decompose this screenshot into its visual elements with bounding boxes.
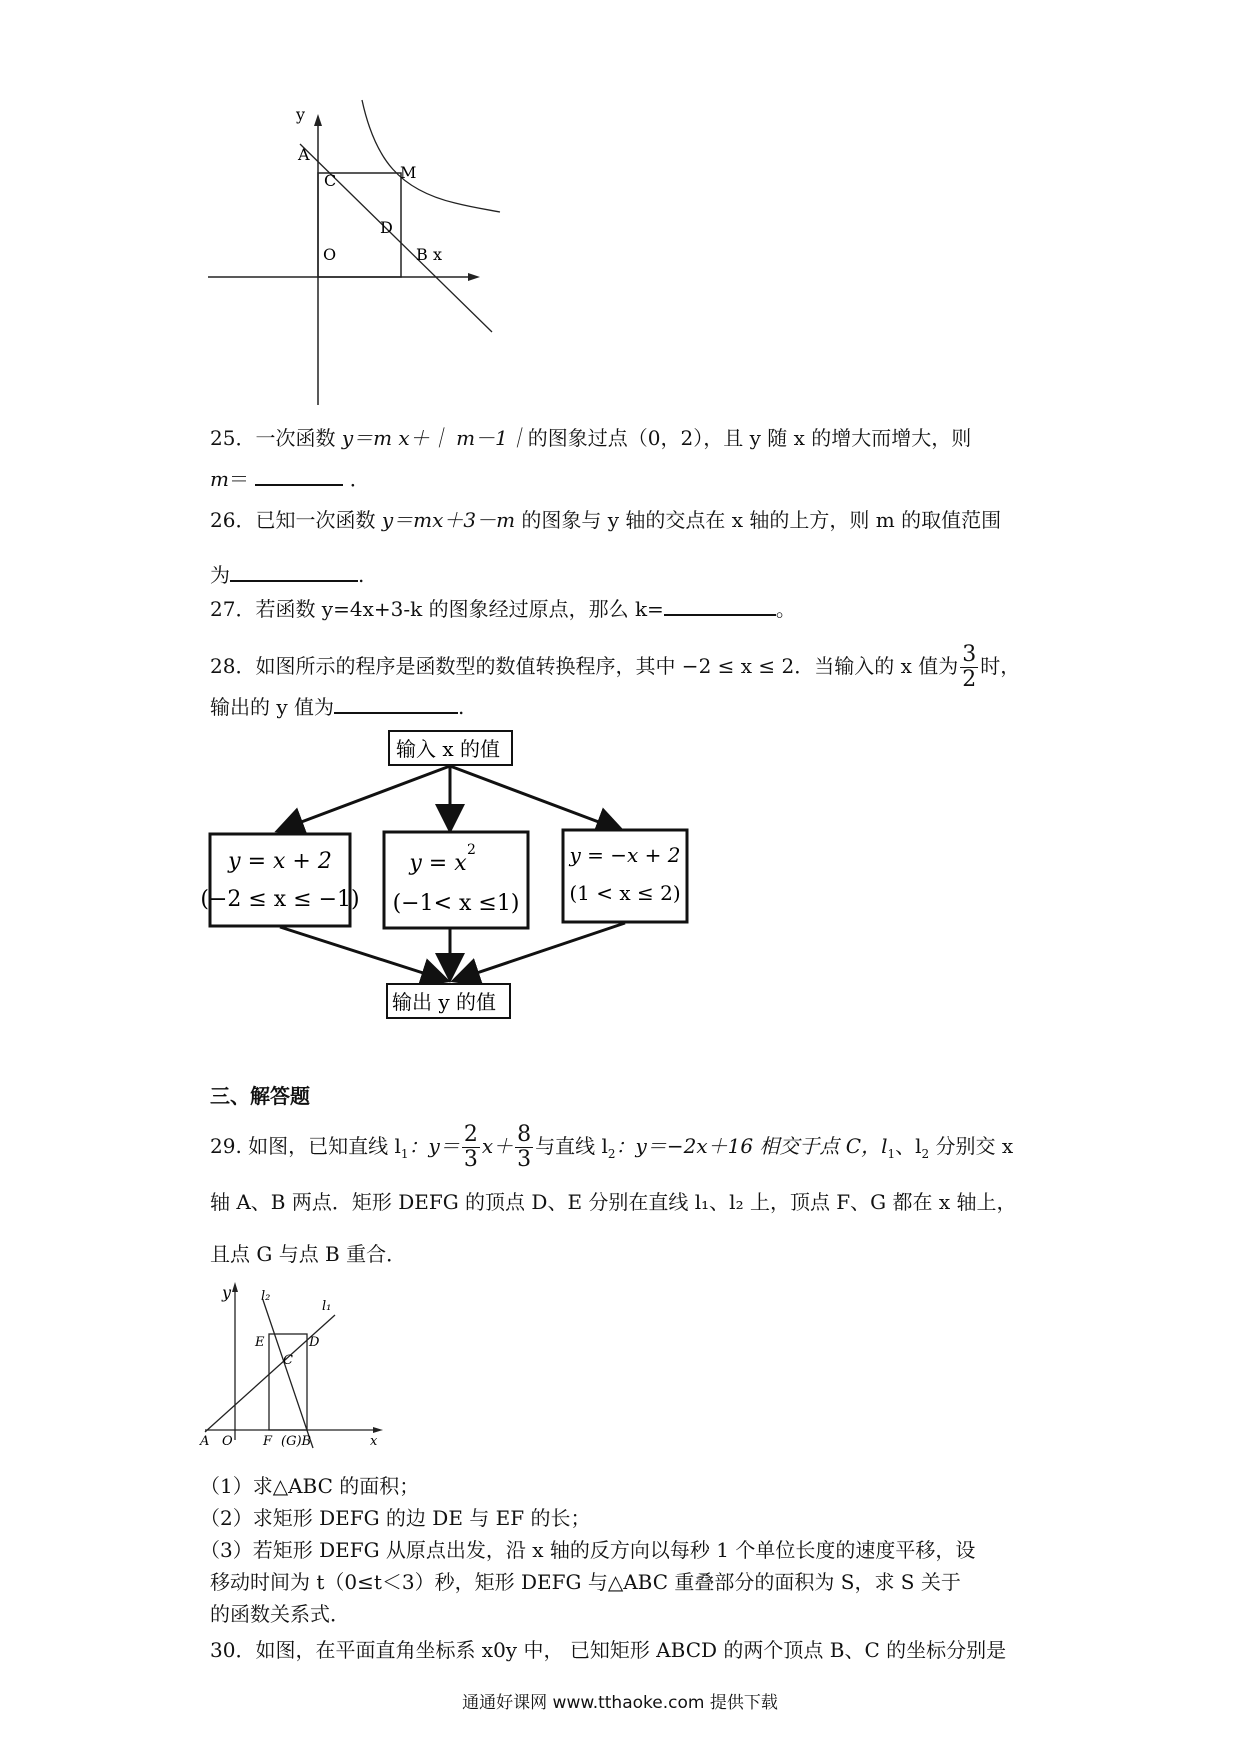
q29-sub-question-3-line3: 的函数关系式． — [210, 1602, 350, 1626]
q29-f1-num: 2 — [463, 1122, 478, 1147]
q28-line2: 输出的 y 值为 — [210, 695, 335, 719]
question-28-line2 — [210, 690, 464, 721]
question-30: 30．如图，在平面直角坐标系 x0y 中， 已知矩形 ABCD 的两个顶点 B、C 的坐标分别是 — [210, 1638, 1007, 1662]
q29-sub-question-2: （2）求矩形 DEFG 的边 DE 与 EF 的长； — [200, 1506, 591, 1530]
flow-output-label: 输出 y 的值 — [392, 990, 497, 1014]
q29-f2-num: 8 — [517, 1122, 532, 1147]
fig29-label-GB: (G)B — [281, 1434, 312, 1449]
q25-text-b: 的图象过点（0，2），且 y 随 x 的增大而增大，则 — [527, 426, 972, 450]
q25-answer-blank[interactable] — [255, 462, 343, 486]
fig29-label-l2: l₂ — [261, 1289, 271, 1304]
q25-var: m — [210, 467, 229, 491]
label-D: D — [380, 218, 393, 237]
q26-end: . — [358, 563, 365, 587]
q29-f2-den: 3 — [517, 1147, 532, 1172]
question-29 — [210, 1116, 1013, 1184]
flow-box3-cond: (1 < x ≤ 2) — [569, 881, 681, 905]
q28-fraction — [960, 643, 978, 692]
q29-text-f: 、l — [895, 1134, 922, 1158]
q26-equation: y＝mx＋3－m — [381, 508, 516, 532]
q26-text: 26．已知一次函数 — [210, 508, 382, 532]
label-M: M — [400, 163, 417, 182]
section-title: 三、解答题 — [210, 1084, 310, 1108]
figure-coordinate-rectangle — [200, 100, 520, 410]
question-27 — [210, 592, 796, 623]
q28-answer-blank[interactable] — [334, 690, 458, 714]
question-26-line2 — [210, 558, 364, 589]
fig29-label-O: O — [222, 1434, 233, 1449]
fig29-label-x: x — [370, 1434, 378, 1449]
fig29-label-A: A — [200, 1434, 210, 1449]
q29-text-e: ：y＝−2x＋16 相交于点 C，l — [615, 1134, 888, 1158]
q29-text-b: ：y＝ — [408, 1134, 460, 1158]
question-29-line2: 轴 A、B 两点．矩形 DEFG 的顶点 D、E 分别在直线 l₁、l₂ 上，顶点 F、G 都在 x 轴上， — [210, 1190, 1017, 1214]
q29-sub2: 2 — [607, 1147, 616, 1161]
footer: 通通好课网 www.tthaoke.com 提供下载 — [462, 1693, 778, 1713]
question-29-line3: 且点 G 与点 B 重合． — [210, 1242, 407, 1266]
flow-box1-eq: y = x + 2 — [228, 849, 332, 874]
q26-line2: 为 — [210, 563, 230, 587]
q29-text-d: 与直线 l — [535, 1134, 608, 1158]
fig29-label-E: E — [255, 1335, 265, 1350]
q26-text-b: 的图象与 y 轴的交点在 x 轴的上方，则 m 的取值范围 — [515, 508, 1002, 532]
q29-fraction-1 — [462, 1123, 480, 1172]
flow-box3-eq: y = −x + 2 — [569, 843, 681, 867]
q29-sub-question-3: （3）若矩形 DEFG 从原点出发，沿 x 轴的反方向以每秒 1 个单位长度的速度平移，设 — [200, 1538, 976, 1562]
question-25-line2 — [210, 462, 370, 493]
fig29-label-F: F — [263, 1434, 273, 1449]
flow-input-label: 输入 x 的值 — [396, 737, 500, 761]
q29-sub1b: 1 — [887, 1147, 896, 1161]
flow-box2-eq: y = x — [409, 851, 467, 876]
label-A: A — [298, 145, 310, 164]
q29-sub-question-1: （1）求△ABC 的面积； — [200, 1474, 420, 1498]
q26-answer-blank[interactable] — [230, 558, 358, 582]
q29-sub2b: 2 — [921, 1147, 930, 1161]
q25-eq-sign: ＝ — [228, 467, 249, 491]
q28-end: . — [458, 695, 465, 719]
label-B: B — [416, 245, 428, 264]
q29-text-c: x＋ — [481, 1134, 514, 1158]
flowchart — [200, 730, 700, 1030]
q29-text-g: 分别交 x — [929, 1134, 1014, 1158]
flow-box2-cond: (−1< x ≤1) — [392, 891, 520, 916]
flow-box1-cond: (−2 ≤ x ≤ −1) — [200, 887, 360, 912]
question-26 — [210, 506, 1001, 534]
label-x: x — [433, 245, 443, 264]
label-O: O — [323, 245, 337, 264]
q29-text-a: 29. 如图，已知直线 l — [210, 1134, 401, 1158]
q25-end: ． — [349, 467, 370, 491]
q28-text: 28．如图所示的程序是函数型的数值转换程序，其中 −2 ≤ x ≤ 2．当输入的 x 值为 — [210, 654, 959, 678]
flow-box2-sup: 2 — [467, 842, 476, 858]
q27-end: 。 — [775, 597, 796, 621]
flow-box-1 — [210, 834, 350, 926]
q29-sub-question-3-line2: 移动时间为 t（0≤t＜3）秒，矩形 DEFG 与△ABC 重叠部分的面积为 S，求 S 关于 — [210, 1570, 961, 1594]
q27-answer-blank[interactable] — [664, 592, 776, 616]
label-y: y — [296, 105, 306, 124]
q28-frac-num: 3 — [962, 642, 977, 667]
question-28 — [210, 636, 1020, 696]
label-C: C — [324, 171, 337, 190]
fig29-label-C: C — [283, 1353, 293, 1368]
fig29-label-D: D — [309, 1335, 320, 1350]
q29-f1-den: 3 — [463, 1147, 478, 1172]
q29-sub1: 1 — [400, 1147, 409, 1161]
q28-text-b: 时， — [980, 654, 1021, 678]
q28-frac-den: 2 — [962, 667, 977, 692]
figure-29 — [200, 1280, 385, 1455]
question-25 — [210, 424, 971, 452]
q25-equation: y＝m x＋｜ m－1｜ — [341, 426, 528, 450]
fig29-label-l1: l₁ — [322, 1299, 332, 1314]
fig29-label-y: y — [222, 1283, 232, 1302]
q25-text: 25．一次函数 — [210, 426, 342, 450]
q29-fraction-2 — [515, 1123, 533, 1172]
q27-text: 27．若函数 y=4x+3-k 的图象经过原点，那么 k= — [210, 597, 664, 621]
